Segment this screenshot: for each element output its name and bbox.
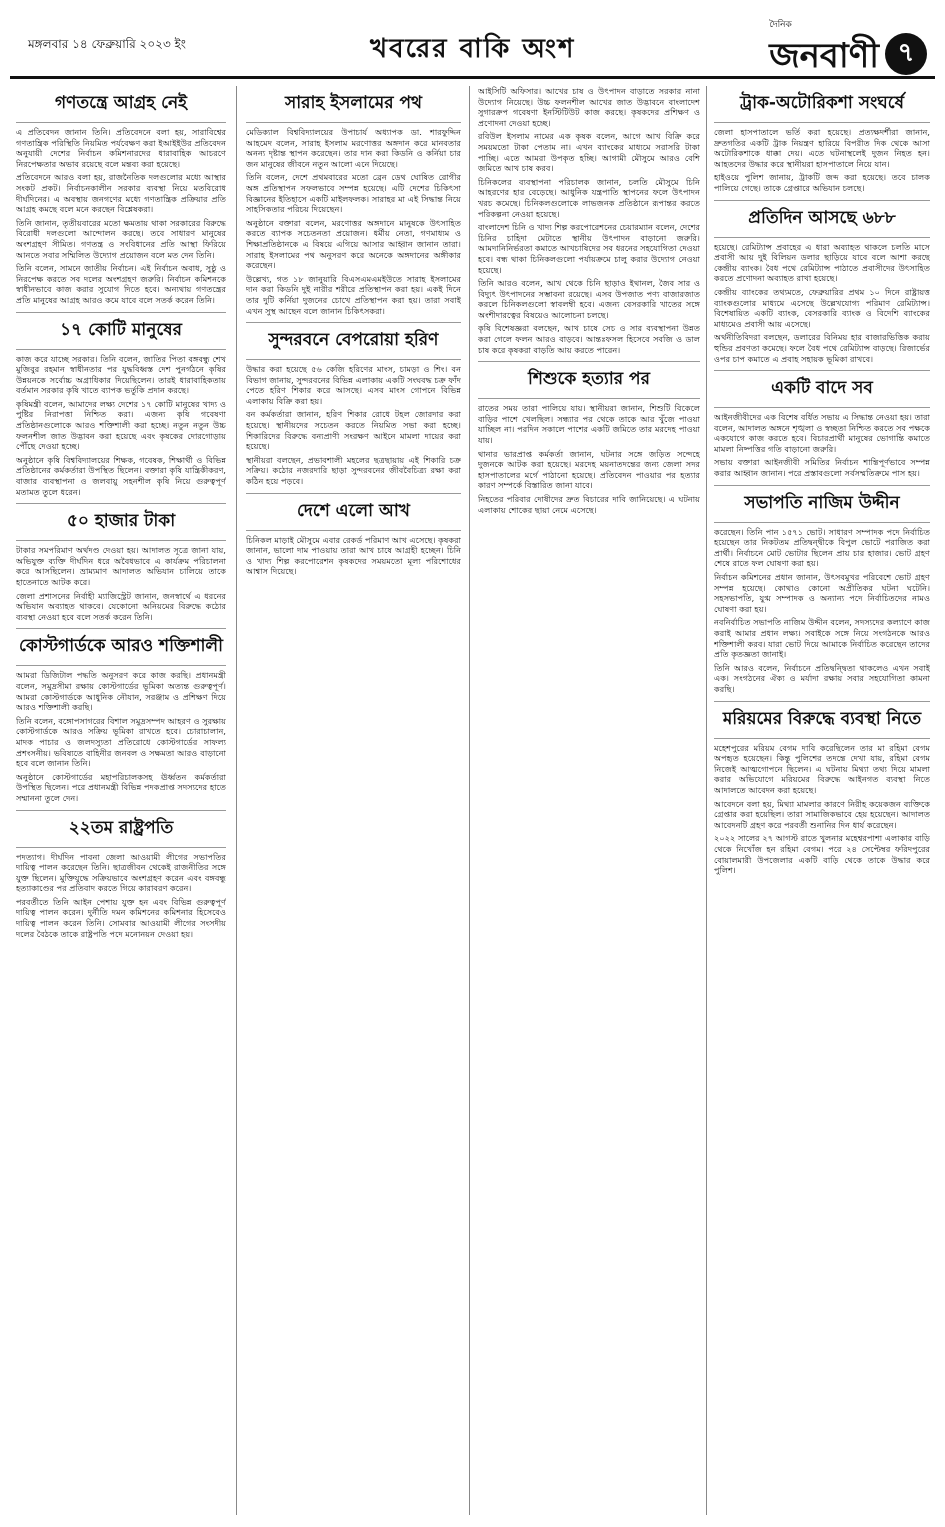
- article-horin: [246, 322, 461, 487]
- headline: ২২তম রাষ্ট্রপতি: [16, 810, 226, 848]
- article-sarah: [246, 86, 461, 316]
- headline: ৫০ হাজার টাকা: [16, 503, 226, 541]
- paragraph: জেলা হাসপাতালে ভর্তি করা হয়েছে। প্রত্যক্ষদর্শীরা জানান, দ্রুতগতির একটি ট্রাক নিয়ন্ত্রণ হারিয়ে বিপরীত দিক থেকে আসা অটোরিকশাকে ধাক্কা দেয়। এতে ঘটনাস্থলেই দুজন নিহত হন। আহতদের উদ্ধার করে স্থানীয়রা হাসপাতালে নিয়ে যান।: [714, 127, 930, 169]
- paragraph: তিনি আরও বলেন, নির্বাচনে প্রতিদ্বন্দ্বিতা থাকলেও এখন সবাই এক। সংগঠনের ঐক্য ও মর্যাদা রক্ষায় সবার সহযোগিতা কামনা করছি।: [714, 662, 930, 694]
- column-divider: [469, 86, 470, 1515]
- paragraph: কৃষি বিশেষজ্ঞরা বলছেন, আখ চাষে সেচ ও সার ব্যবস্থাপনা উন্নত করা গেলে ফলন আরও বাড়বে। আন্তঃফসল হিসেবে সবজি ও ডাল চাষ করে কৃষকরা বাড়তি আয় করতে পারেন।: [478, 323, 700, 355]
- paragraph: আইসিটি অফিসার। আখের চাষ ও উৎপাদন বাড়াতে সরকার নানা উদ্যোগ নিয়েছে। উচ্চ ফলনশীল আখের জাত উদ্ভাবনে বাংলাদেশ সুগারক্রপ গবেষণা ইনস্টিটিউট কাজ করছে। কৃষকদের প্রশিক্ষণ ও প্রণোদনা দেওয়া হচ্ছে।: [478, 86, 700, 128]
- headline: একটি বাদে সব: [714, 370, 930, 408]
- paragraph: পরবর্তীতে তিনি আইন পেশায় যুক্ত হন এবং বিভিন্ন গুরুত্বপূর্ণ দায়িত্ব পালন করেন। দুর্নীতি দমন কমিশনের কমিশনার হিসেবেও দায়িত্ব পালন করেন তিনি। সোমবার আওয়ামী লীগের সংসদীয় দলের বৈঠকে তাকে রাষ্ট্রপতি পদে মনোনয়ন দেওয়া হয়।: [16, 896, 226, 939]
- paragraph: চিনিকল মাড়াই মৌসুমে এবার রেকর্ড পরিমাণ আখ এসেছে। কৃষকরা জানান, ভালো দাম পাওয়ায় তারা আখ চাষে আগ্রহী হচ্ছেন। চিনি ও খাদ্য শিল্প করপোরেশন কৃষকদের সময়মতো মূল্য পরিশোধের আশ্বাস দিয়েছে।: [246, 534, 461, 577]
- issue-date: মঙ্গলবার ১৪ ফেব্রুয়ারি ২০২৩ ইং: [28, 37, 186, 51]
- paragraph: তিনি জানান, তৃতীয়বারের মতো ক্ষমতায় থাকা সরকারের বিরুদ্ধে বিরোধী দলগুলো আন্দোলন করছে। তবে সাধারণ মানুষের অংশগ্রহণ সীমিত। গণতন্ত্র ও সংবিধানের প্রতি আস্থা ফিরিয়ে আনতে সবার সম্মিলিত উদ্যোগ প্রয়োজন বলে মত দেন তিনি।: [16, 217, 226, 260]
- article-coastguard: [16, 628, 226, 803]
- masthead-rule: [10, 76, 935, 79]
- paragraph: সভায় বক্তারা আইনজীবী সমিতির নির্বাচন শান্তিপূর্ণভাবে সম্পন্ন করার আহ্বান জানান। পরে প্রস্তাবগুলো সর্বসম্মতিক্রমে পাস হয়।: [714, 457, 930, 479]
- headline: সারাহ ইসলামের পথ: [246, 86, 461, 123]
- masthead: [10, 14, 935, 76]
- headline: সুন্দরবনে বেপরোয়া হরিণ: [246, 322, 461, 360]
- article-gonotontre: [16, 86, 226, 306]
- headline: প্রতিদিন আসছে ৬৮৮: [714, 200, 930, 238]
- paragraph: মহেশপুরের মরিয়ম বেগম দাবি করেছিলেন তার মা রহিমা বেগম অপহৃত হয়েছেন। কিন্তু পুলিশের তদন্তে দেখা যায়, রহিমা বেগম নিজেই আত্মগোপনে ছিলেন। এ ঘটনায় মিথ্যা তথ্য দিয়ে মামলা করার অভিযোগে মরিয়মের বিরুদ্ধে আইনগত ব্যবস্থা নিতে আদালতে আবেদন করা হয়েছে।: [714, 742, 930, 795]
- column-1: [16, 86, 226, 1515]
- column-2: [246, 86, 461, 1515]
- paragraph: রবিউল ইসলাম নামের এক কৃষক বলেন, আগে আখ বিক্রি করে সময়মতো টাকা পেতাম না। এখন ব্যাংকের মাধ্যমে সরাসরি টাকা পাচ্ছি। এতে আমরা উপকৃত হচ্ছি। আগামী মৌসুমে আরও বেশি জমিতে আখ চাষ করব।: [478, 131, 700, 174]
- article-sobhapoti: [714, 485, 930, 695]
- column-4: [714, 86, 930, 1515]
- article-ekti-bade: [714, 370, 930, 479]
- paragraph: ২০২২ সালের ২৭ আগস্ট রাতে খুলনার মহেশ্বরপাশা এলাকার বাড়ি থেকে নিখোঁজ হন রহিমা বেগম। পরে ২৪ সেপ্টেম্বর ফরিদপুরের বোয়ালমারী উপজেলার একটি বাড়ি থেকে তাকে উদ্ধার করে পুলিশ।: [714, 833, 930, 876]
- article-krishi: [478, 86, 700, 355]
- paragraph: টাকার সমপরিমাণ অর্থদণ্ড দেওয়া হয়। আদালত সূত্রে জানা যায়, অভিযুক্ত ব্যক্তি দীর্ঘদিন ধরে অবৈধভাবে এ কার্যক্রম পরিচালনা করে আসছিলেন। ভ্রাম্যমাণ আদালত অভিযান চালিয়ে তাকে হাতেনাতে আটক করে।: [16, 545, 226, 587]
- section-title: খবরের বাকি অংশ: [370, 34, 576, 64]
- article-ponchash-hajar: [16, 503, 226, 622]
- paragraph: কেন্দ্রীয় ব্যাংকের তথ্যমতে, ফেব্রুয়ারির প্রথম ১০ দিনে রাষ্ট্রায়ত্ত ব্যাংকগুলোর মাধ্যমে এসেছে উল্লেখযোগ্য পরিমাণ রেমিট্যান্স। বিশেষায়িত একটি ব্যাংক, বেসরকারি ব্যাংক ও বিদেশি ব্যাংকের মাধ্যমেও প্রবাসী আয় এসেছে।: [714, 286, 930, 329]
- paragraph: বন কর্মকর্তারা জানান, হরিণ শিকার রোধে টহল জোরদার করা হয়েছে। স্থানীয়দের সচেতন করতে নিয়মিত সভা করা হচ্ছে। শিকারিদের বিরুদ্ধে বন্যপ্রাণী সংরক্ষণ আইনে মামলা দায়ের করা হয়েছে।: [246, 409, 461, 452]
- paragraph: অনুষ্ঠানে কৃষি বিশ্ববিদ্যালয়ের শিক্ষক, গবেষক, শিক্ষার্থী ও বিভিন্ন প্রতিষ্ঠানের কর্মকর্তারা উপস্থিত ছিলেন। বক্তারা কৃষি যান্ত্রিকীকরণ, বাজার ব্যবস্থাপনা ও জলবায়ু সহনশীল কৃষি নিয়ে গুরুত্বপূর্ণ মতামত তুলে ধরেন।: [16, 454, 226, 497]
- headline: মরিয়মের বিরুদ্ধে ব্যবস্থা নিতে: [714, 701, 930, 739]
- column-divider: [236, 86, 237, 1515]
- paragraph: প্রতিবেদনে আরও বলা হয়, রাজনৈতিক দলগুলোর মধ্যে আস্থার সংকট প্রকট। নির্বাচনকালীন সরকার ব্যবস্থা নিয়ে মতবিরোধ দীর্ঘদিনের। এ অবস্থায় জনগণের মধ্যে গণতান্ত্রিক প্রক্রিয়ার প্রতি আগ্রহ কমছে বলে মনে করছেন বিশ্লেষকরা।: [16, 172, 226, 215]
- paragraph: আমরা ডিজিটাল পদ্ধতি অনুসরণ করে কাজ করছি। প্রধানমন্ত্রী বলেন, সমুদ্রসীমা রক্ষায় কোস্টগার্ডের ভূমিকা অত্যন্ত গুরুত্বপূর্ণ। আমরা কোস্টগার্ডকে আধুনিক নৌযান, সরঞ্জাম ও প্রশিক্ষণ দিয়ে আরও শক্তিশালী করছি।: [16, 670, 226, 713]
- article-rashtrapati: [16, 810, 226, 940]
- paragraph: চিনিকলের ব্যবস্থাপনা পরিচালক জানান, চলতি মৌসুমে চিনি আহরণের হার বেড়েছে। আধুনিক যন্ত্রপাতি স্থাপনের ফলে উৎপাদন খরচ কমেছে। চিনিকলগুলোকে লাভজনক প্রতিষ্ঠানে রূপান্তর করতে পরিকল্পনা নেওয়া হয়েছে।: [478, 176, 700, 219]
- paragraph: অর্থনীতিবিদরা বলছেন, ডলারের বিনিময় হার বাজারভিত্তিক করায় হুন্ডির প্রবণতা কমেছে। ফলে বৈধ পথে রেমিট্যান্স বাড়ছে। রিজার্ভের ওপর চাপ কমাতে এ প্রবাহ সহায়ক ভূমিকা রাখবে।: [714, 332, 930, 364]
- paragraph: তিনি বলেন, বঙ্গোপসাগরের বিশাল সমুদ্রসম্পদ আহরণ ও সুরক্ষায় কোস্টগার্ডকে আরও সক্রিয় ভূমিকা রাখতে হবে। চোরাচালান, মাদক পাচার ও জলদস্যুতা প্রতিরোধে কোস্টগার্ডের সাফল্য প্রশংসনীয়। ভবিষ্যতে বাহিনীর জনবল ও সক্ষমতা আরও বাড়ানো হবে বলে জানান তিনি।: [16, 715, 226, 769]
- headline: সভাপতি নাজিম উদ্দীন: [714, 485, 930, 523]
- paragraph: পদত্যাগ। দীর্ঘদিন পাবনা জেলা আওয়ামী লীগের সভাপতির দায়িত্ব পালন করেছেন তিনি। ছাত্রজীবন থেকেই রাজনীতির সঙ্গে যুক্ত ছিলেন। মুক্তিযুদ্ধে সক্রিয়ভাবে অংশগ্রহণ করেন এবং বঙ্গবন্ধু হত্যাকাণ্ডের পর প্রতিবাদ করতে গিয়ে কারাবরণ করেন।: [16, 851, 226, 894]
- article-protidin: [714, 200, 930, 365]
- paragraph: অনুষ্ঠানে কোস্টগার্ডের মহাপরিচালকসহ ঊর্ধ্বতন কর্মকর্তারা উপস্থিত ছিলেন। পরে প্রধানমন্ত্রী বিভিন্ন পদকপ্রাপ্ত সদস্যদের হাতে সম্মাননা তুলে দেন।: [16, 771, 226, 803]
- article-koti-manush: [16, 312, 226, 498]
- paragraph: নিহতের পরিবার দোষীদের দ্রুত বিচারের দাবি জানিয়েছে। এ ঘটনায় এলাকায় শোকের ছায়া নেমে এসেছে।: [478, 494, 700, 515]
- headline: ১৭ কোটি মানুষের: [16, 312, 226, 350]
- paragraph: উল্লেখ্য, গত ১৮ জানুয়ারি বিএসএমএমইউতে সারাহ ইসলামের দান করা কিডনি দুই নারীর শরীরে প্রতিস্থাপন করা হয়। একই দিনে তার দুটি কর্নিয়া দুজনের চোখে প্রতিস্থাপন করা হয়। তারা সবাই এখন সুস্থ আছেন বলে জানান চিকিৎসকরা।: [246, 273, 461, 316]
- paragraph: থানার ভারপ্রাপ্ত কর্মকর্তা জানান, ঘটনার সঙ্গে জড়িত সন্দেহে দুজনকে আটক করা হয়েছে। মরদেহ ময়নাতদন্তের জন্য জেলা সদর হাসপাতালের মর্গে পাঠানো হয়েছে। প্রতিবেদন পাওয়ার পর হত্যার কারণ সম্পর্কে বিস্তারিত জানা যাবে।: [478, 448, 700, 491]
- headline: শিশুকে হত্যার পর: [478, 361, 700, 399]
- paragraph: স্থানীয়রা বলছেন, প্রভাবশালী মহলের ছত্রছায়ায় এই শিকারি চক্র সক্রিয়। কঠোর নজরদারি ছাড়া সুন্দরবনের জীববৈচিত্র্য রক্ষা করা কঠিন হয়ে পড়বে।: [246, 454, 461, 487]
- article-akh: [246, 493, 461, 577]
- paragraph: তিনি বলেন, দেশে প্রথমবারের মতো ব্রেন ডেথ ঘোষিত রোগীর অঙ্গ প্রতিস্থাপন সফলভাবে সম্পন্ন হয়েছে। এটি দেশের চিকিৎসা বিজ্ঞানের ইতিহাসে একটি মাইলফলক। সারাহর মা এই সিদ্ধান্ত নিয়ে সাহসিকতার পরিচয় দিয়েছেন।: [246, 172, 461, 215]
- paragraph: তিনি বলেন, সামনে জাতীয় নির্বাচন। এই নির্বাচন অবাধ, সুষ্ঠু ও নিরপেক্ষ করতে সব দলের অংশগ্রহণ জরুরি। নির্বাচন কমিশনকে স্বাধীনভাবে কাজ করার সুযোগ দিতে হবে। অন্যথায় গণতন্ত্রের প্রতি মানুষের আগ্রহ আরও কমে যাবে বলে সতর্ক করেন তিনি।: [16, 263, 226, 305]
- paragraph: নবনির্বাচিত সভাপতি নাজিম উদ্দীন বলেন, সদস্যদের কল্যাণে কাজ করাই আমার প্রধান লক্ষ্য। সবাইকে সঙ্গে নিয়ে সংগঠনকে আরও শক্তিশালী করব। যারা ভোট দিয়ে আমাকে নির্বাচিত করেছেন তাদের প্রতি কৃতজ্ঞতা জানাই।: [714, 617, 930, 660]
- headline: দেশে এলো আখ: [246, 493, 461, 531]
- logo-text: জনবাণী: [769, 36, 879, 76]
- article-moriom: [714, 701, 930, 876]
- paragraph: কৃষিমন্ত্রী বলেন, আমাদের লক্ষ্য দেশের ১৭ কোটি মানুষের খাদ্য ও পুষ্টির নিরাপত্তা নিশ্চিত করা। এজন্য কৃষি গবেষণা প্রতিষ্ঠানগুলোকে আরও শক্তিশালী করা হচ্ছে। নতুন নতুন উচ্চ ফলনশীল জাত উদ্ভাবন করা হয়েছে এবং কৃষকের দোরগোড়ায় পৌঁছে দেওয়া হচ্ছে।: [16, 398, 226, 452]
- paragraph: হাইওয়ে পুলিশ জানায়, ট্রাকটি জব্দ করা হয়েছে। তবে চালক পালিয়ে গেছে। তাকে গ্রেপ্তারে অভিযান চলছে।: [714, 172, 930, 193]
- paragraph: এ প্রতিবেদন জানান তিনি। প্রতিবেদনে বলা হয়, সারাবিশ্বের গণতান্ত্রিক পরিস্থিতি নিয়মিত পর্যবেক্ষণ করা ইআইইউর প্রতিবেদন অনুযায়ী দেশের নির্বাচন কমিশনারদের ধারাবাহিক আচরণে নিরপেক্ষতার অভাব রয়েছে বলে মন্তব্য করা হয়েছে।: [16, 127, 226, 169]
- logo-tagline: দৈনিক: [769, 20, 792, 30]
- paragraph: বাংলাদেশ চিনি ও খাদ্য শিল্প করপোরেশনের চেয়ারম্যান বলেন, দেশের চিনির চাহিদা মেটাতে স্থানীয় উৎপাদন বাড়ানো জরুরি। আমদানিনির্ভরতা কমাতে আখচাষিদের সব ধরনের সহযোগিতা দেওয়া হবে। বন্ধ থাকা চিনিকলগুলো পর্যায়ক্রমে চালু করার উদ্যোগ নেওয়া হয়েছে।: [478, 222, 700, 275]
- column-3: [478, 86, 700, 1515]
- paragraph: আবেদনে বলা হয়, মিথ্যা মামলার কারণে নিরীহ কয়েকজন ব্যক্তিকে গ্রেপ্তার করা হয়েছিল। তারা সামাজিকভাবে হেয় হয়েছেন। আদালত আবেদনটি গ্রহণ করে পরবর্তী শুনানির দিন ধার্য করেছেন।: [714, 798, 930, 830]
- headline: গণতন্ত্রে আগ্রহ নেই: [16, 86, 226, 123]
- paragraph: আইনজীবীদের এক বিশেষ বর্ধিত সভায় এ সিদ্ধান্ত নেওয়া হয়। তারা বলেন, আদালত অঙ্গনে শৃঙ্খলা ও স্বচ্ছতা নিশ্চিত করতে সব পক্ষকে একযোগে কাজ করতে হবে। বিচারপ্রার্থী মানুষের ভোগান্তি কমাতে মামলা নিষ্পত্তির গতি বাড়ানো জরুরি।: [714, 412, 930, 454]
- paragraph: করেছেন। তিনি পান ১৫৭১ ভোট। সাধারণ সম্পাদক পদে নির্বাচিত হয়েছেন তার নিকটতম প্রতিদ্বন্দ্বীকে বিপুল ভোটে পরাজিত করা প্রার্থী। নির্বাচনে মোট ভোটার ছিলেন প্রায় চার হাজার। ভোট গ্রহণ শেষে রাতে ফল ঘোষণা করা হয়।: [714, 526, 930, 569]
- paragraph: হয়েছে। রেমিট্যান্স প্রবাহের এ ধারা অব্যাহত থাকলে চলতি মাসে প্রবাসী আয় দুই বিলিয়ন ডলার ছাড়িয়ে যাবে বলে আশা করছে কেন্দ্রীয় ব্যাংক। বৈধ পথে রেমিট্যান্স পাঠাতে প্রবাসীদের উৎসাহিত করতে প্রণোদনা অব্যাহত রাখা হয়েছে।: [714, 241, 930, 284]
- paragraph: নির্বাচন কমিশনের প্রধান জানান, উৎসবমুখর পরিবেশে ভোট গ্রহণ সম্পন্ন হয়েছে। কোথাও কোনো অপ্রীতিকর ঘটনা ঘটেনি। সহসভাপতি, যুগ্ম সম্পাদক ও অন্যান্য পদে নির্বাচিতদের নামও ঘোষণা করা হয়।: [714, 572, 930, 614]
- column-divider: [706, 86, 707, 1515]
- paragraph: তিনি আরও বলেন, আখ থেকে চিনি ছাড়াও ইথানল, জৈব সার ও বিদ্যুৎ উৎপাদনের সম্ভাবনা রয়েছে। এসব উপজাত পণ্য বাজারজাত করলে চিনিকলগুলো স্বাবলম্বী হবে। এজন্য বেসরকারি খাতের সঙ্গে অংশীদারত্বের বিষয়েও আলোচনা চলছে।: [478, 278, 700, 320]
- paragraph: রাতের সময় তারা পালিয়ে যায়। স্থানীয়রা জানান, শিশুটি বিকেলে বাড়ির পাশে খেলছিল। সন্ধ্যার পর থেকে তাকে আর খুঁজে পাওয়া যাচ্ছিল না। পরদিন সকালে পাশের একটি জমিতে তার মরদেহ পাওয়া যায়।: [478, 403, 700, 446]
- paragraph: অনুষ্ঠানে বক্তারা বলেন, মরণোত্তর অঙ্গদানে মানুষকে উৎসাহিত করতে ব্যাপক সচেতনতা প্রয়োজন। ধর্মীয় নেতা, গণমাধ্যম ও শিক্ষাপ্রতিষ্ঠানকে এ বিষয়ে এগিয়ে আসার আহ্বান জানান তারা। সারাহ ইসলামের পথ অনুসরণ করে অনেকে অঙ্গদানের অঙ্গীকার করেছেন।: [246, 217, 461, 271]
- paragraph: জেলা প্রশাসনের নির্বাহী ম্যাজিস্ট্রেট জানান, জনস্বার্থে এ ধরনের অভিযান অব্যাহত থাকবে। যেকোনো অনিয়মের বিরুদ্ধে কঠোর ব্যবস্থা নেওয়া হবে বলে সতর্ক করেন তিনি।: [16, 590, 226, 622]
- article-trak: [714, 86, 930, 194]
- page-number-badge: ৭: [885, 33, 927, 75]
- paragraph: মেডিক্যাল বিশ্ববিদ্যালয়ের উপাচার্য অধ্যাপক ডা. শারফুদ্দিন আহমেদ বলেন, সারাহ ইসলাম মরণোত্তর অঙ্গদান করে মানবতার অনন্য দৃষ্টান্ত স্থাপন করেছেন। তার দান করা কিডনি ও কর্নিয়া চার জন মানুষের জীবনে নতুন আলো এনে দিয়েছে।: [246, 127, 461, 169]
- article-shishu: [478, 361, 700, 515]
- headline: ট্রাক-অটোরিকশা সংঘর্ষে: [714, 86, 930, 123]
- paragraph: কাজ করে যাচ্ছে সরকার। তিনি বলেন, জাতির পিতা বঙ্গবন্ধু শেখ মুজিবুর রহমান স্বাধীনতার পর যুদ্ধবিধ্বস্ত দেশ পুনর্গঠনে কৃষির উন্নয়নকে সর্বোচ্চ অগ্রাধিকার দিয়েছিলেন। তারই ধারাবাহিকতায় বর্তমান সরকার কৃষি খাতে ব্যাপক ভর্তুকি প্রদান করছে।: [16, 353, 226, 396]
- headline: কোস্টগার্ডকে আরও শক্তিশালী: [16, 628, 226, 666]
- paragraph: উদ্ধার করা হয়েছে ৫৬ কেজি হরিণের মাংস, চামড়া ও শিং। বন বিভাগ জানায়, সুন্দরবনের বিভিন্ন এলাকায় একটি সংঘবদ্ধ চক্র ফাঁদ পেতে হরিণ শিকার করে আসছে। এসব মাংস গোপনে বিভিন্ন এলাকায় বিক্রি করা হয়।: [246, 364, 461, 406]
